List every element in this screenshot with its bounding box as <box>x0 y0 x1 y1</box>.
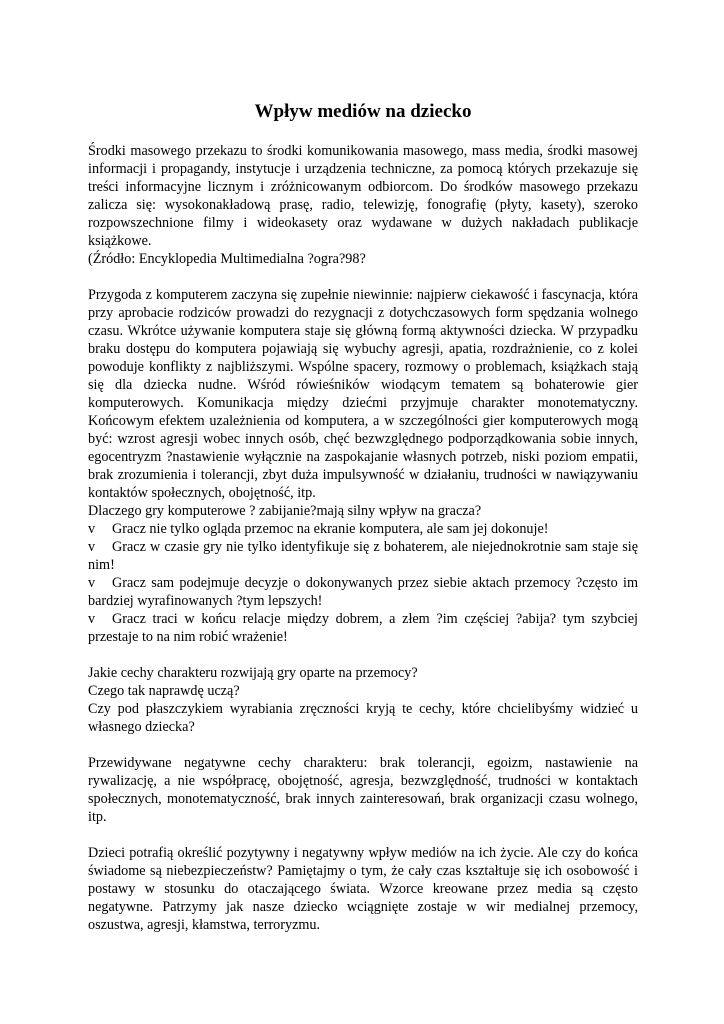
spacer <box>88 646 638 664</box>
question-traits: Jakie cechy charakteru rozwijają gry oparte na przemocy? <box>88 665 418 681</box>
bullet-mark: v <box>88 611 96 627</box>
traits-paragraph: Przewidywane negatywne cechy charakteru: brak tolerancji, egoizm, nastawienie na rywalizację, a nie współpracę, obojętność, agresja, bezwzględność, trudności w kontaktach społecznych, monotematyczność, brak innych zainteresowań, brak organizacji czasu wolnego, itp. <box>88 755 638 825</box>
bullet-mark: v <box>88 521 96 537</box>
list-item-text: Gracz nie tylko ogląda przemoc na ekranie komputera, ale sam jej dokonuje! <box>112 521 549 537</box>
list-item <box>88 520 638 538</box>
games-question: Dlaczego gry komputerowe ? zabijanie?mają silny wpływ na gracza? <box>88 503 482 519</box>
spacer <box>88 268 638 286</box>
spacer <box>88 826 638 844</box>
computer-paragraph: Przygoda z komputerem zaczyna się zupełnie niewinnie: najpierw ciekawość i fascynacja, która przy aprobacie rodziców prowadzi do rezygnacji z dotychczasowych form spędzania wolnego czasu. Wkrótce używanie komputera staje się główną formą aktywności dziecka. W przypadku braku dostępu do komputera pojawiają się wybuchy agresji, apatia, rozdrażnienie, co z kolei powoduje konflikty z najbliższymi. Wspólne spacery, rozmowy o problemach, książkach stają się dla dziecka nudne. Wśród rówieśników wiodącym tematem są bohaterowie gier komputerowych. Komunikacja między dziećmi przyjmuje charakter monotematyczny. Końcowym efektem uzależnienia od komputera, a w szczególności gier komputerowych mogą być: wzrost agresji wobec innych osób, chęć bezwzględnego podporządkowania sobie innych, egocentryzm ?nastawienie wyłącznie na zaspokajanie własnych potrzeb, niski poziom empatii, brak zrozumienia i tolerancji, zbyt duża impulsywność w działaniu, trudności w nawiązywaniu kontaktów społecznych, obojętność, itp. <box>88 287 638 501</box>
list-item-text: Gracz sam podejmuje decyzje o dokonywanych przez siebie aktach przemocy ?często im bardziej wyrafinowanych ?tym lepszych! <box>88 575 638 609</box>
source-citation: (Źródło: Encyklopedia Multimedialna ?ogra?98? <box>88 251 366 267</box>
list-item <box>88 610 638 646</box>
list-item <box>88 538 638 574</box>
list-item-text: Gracz traci w końcu relacje między dobrem, a złem ?im częściej ?abija? tym szybciej przestaje to na nim robić wrażenie! <box>88 611 638 645</box>
page-title: Wpływ mediów na dziecko <box>254 101 472 122</box>
question-skills: Czy pod płaszczykiem wyrabiania zręczności kryją te cechy, które chcielibyśmy widzieć u własnego dziecka? <box>88 701 638 735</box>
document-page <box>88 100 638 934</box>
bullet-mark: v <box>88 575 96 591</box>
question-learning: Czego tak naprawdę uczą? <box>88 683 240 699</box>
list-item-text: Gracz w czasie gry nie tylko identyfikuje się z bohaterem, ale niejednokrotnie sam staje się nim! <box>88 539 638 573</box>
intro-paragraph: Środki masowego przekazu to środki komunikowania masowego, mass media, środki masowej informacji i propagandy, instytucje i urządzenia techniczne, za pomocą których przekazuje się treści informacyjne licznym i zróżnicowanym odbiorcom. Do środków masowego przekazu zalicza się: wysokonakładową prasę, radio, telewizję, fonografię (płyty, kasety), szeroko rozpowszechnione filmy i wideokasety oraz wydawane w dużych nakładach publikacje książkowe. <box>88 143 638 249</box>
spacer <box>88 736 638 754</box>
final-paragraph: Dzieci potrafią określić pozytywny i negatywny wpływ mediów na ich życie. Ale czy do końca świadome są niebezpieczeństw? Pamiętajmy o tym, że cały czas kształtuje się ich osobowość i postawy w stosunku do otaczającego świata. Wzorce kreowane przez media są często negatywne. Patrzymy jak nasze dziecko wciągnięte zostaje w wir medialnej przemocy, oszustwa, agresji, kłamstwa, terroryzmu. <box>88 845 638 933</box>
list-item <box>88 574 638 610</box>
bullet-mark: v <box>88 539 96 555</box>
